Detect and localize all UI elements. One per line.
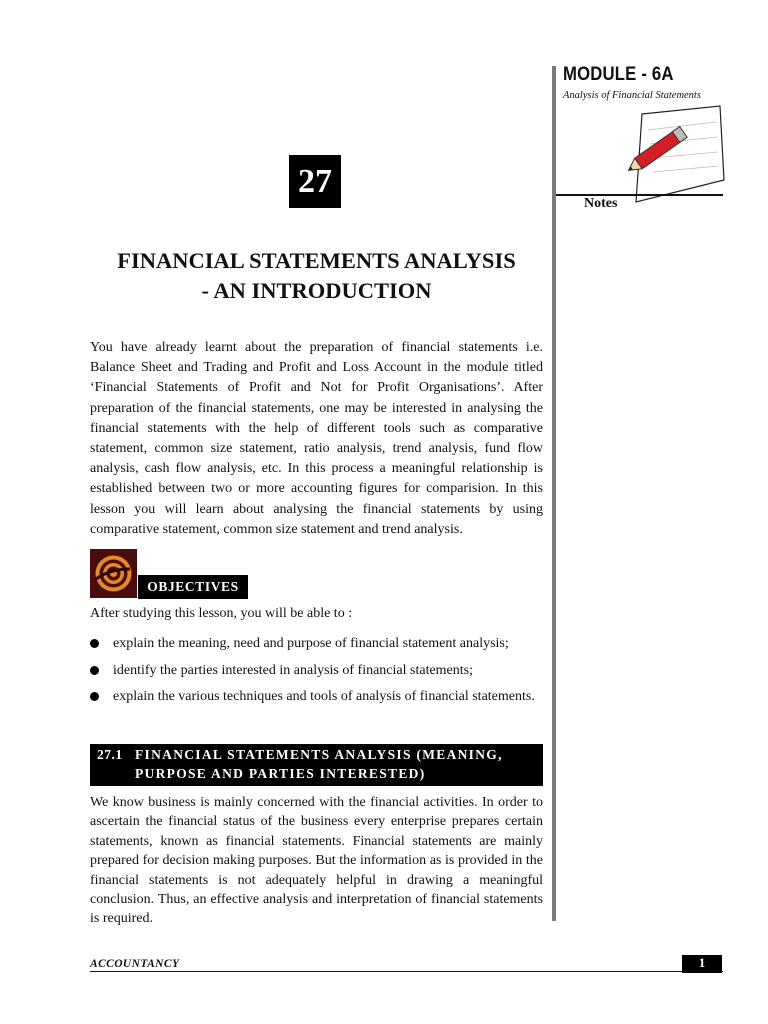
objectives-target-icon: [90, 549, 137, 598]
notes-rule: [556, 194, 723, 196]
notes-label: Notes: [584, 196, 618, 211]
bullet-dot: [90, 666, 99, 675]
bullet-dot: [90, 639, 99, 648]
list-item-text: identify the parties interested in analysis of financial statements;: [113, 663, 474, 678]
footer-rule: [90, 971, 723, 972]
chapter-number: 27: [289, 155, 341, 208]
section-title-line2: PURPOSE AND PARTIES INTERESTED): [135, 766, 426, 781]
objectives-heading: OBJECTIVES: [138, 575, 248, 599]
list-item-text: explain the meaning, need and purpose of financial statement analysis;: [113, 636, 509, 651]
notepad-pencil-icon: [620, 104, 726, 206]
chapter-title: [90, 246, 543, 306]
section-title-line1: FINANCIAL STATEMENTS ANALYSIS (MEANING,: [135, 747, 503, 762]
module-subtitle: Analysis of Financial Statements: [563, 90, 701, 101]
section-paragraph: We know business is mainly concerned with the financial activities. In order to ascertain the financial status of the business every enterprise prepares certain statements, known as financial statements. Financial statements are mainly prepared for decision making purposes. But the information as is provided in the financial statements is not adequately helpful in drawing a meaningful conclusion. Thus, an effective analysis and interpretation of financial statements is required.: [90, 795, 543, 927]
intro-paragraph: You have already learnt about the preparation of financial statements i.e. Balance Sheet and Trading and Profit and Loss Account in the module titled ‘Financial Statements of Profit and Not for Profit Organisations’. After preparation of the financial statements, one may be interested in analysing the financial statements with the help of different tools such as comparative statement, common size statement, ratio analysis, trend analysis, fund flow analysis, cash flow analysis, etc. In this process a meaningful relationship is established between two or more accounting figures for comparision. In this lesson you will learn about analysing the financial statements by using comparative statement, common size statement and trend analysis.: [90, 340, 543, 537]
page-number: 1: [682, 955, 722, 973]
section-heading: [90, 744, 543, 786]
module-title: MODULE - 6A: [563, 64, 674, 85]
list-item-text: explain the various techniques and tools of analysis of financial statements.: [113, 689, 535, 704]
objectives-lead: After studying this lesson, you will be able to :: [90, 606, 353, 621]
footer-subject: ACCOUNTANCY: [90, 958, 180, 970]
bullet-dot: [90, 692, 99, 701]
section-number: 27.1: [97, 747, 123, 762]
chapter-title-line1: FINANCIAL STATEMENTS ANALYSIS: [117, 248, 516, 273]
chapter-title-line2: - AN INTRODUCTION: [201, 278, 432, 303]
